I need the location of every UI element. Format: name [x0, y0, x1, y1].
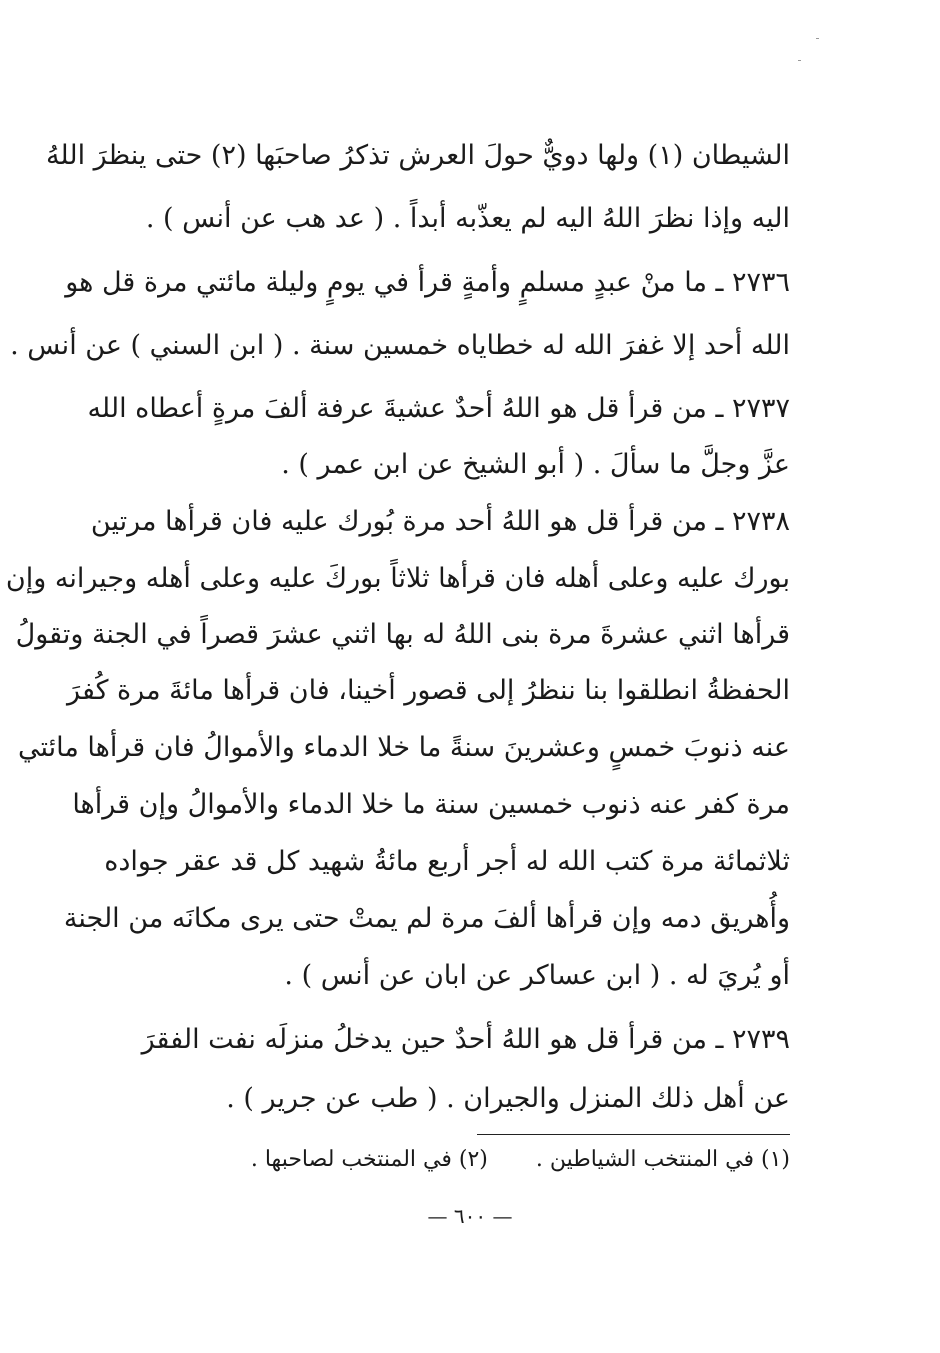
body-line: عزَّ وجلَّ ما سألَ . ( أبو الشيخ عن ابن عمر ) .: [281, 449, 790, 480]
footnote-1: (١) في المنتخب الشياطين .: [535, 1147, 790, 1172]
body-line: عن أهل ذلك المنزل والجيران . ( طب عن جرير ) .: [226, 1083, 790, 1114]
body-line: وأُهريق دمه وإن قرأها ألفَ مرة لم يمتْ حتى يرى مكانَه من الجنة: [63, 903, 790, 934]
body-line: ٢٧٣٩ ـ من قرأ قل هو اللهُ أحدٌ حين يدخلُ منزلَه نفت الفقرَ: [141, 1024, 790, 1055]
footnotes: [150, 1140, 790, 1180]
body-line: ثلاثمائة مرة كتب الله له أجر أربع مائةُ شهيد كل قد عقر جواده: [104, 846, 790, 877]
scan-speck: [798, 60, 801, 61]
body-line: ٢٧٣٨ ـ من قرأ قل هو اللهُ أحد مرة بُورك عليه فان قرأها مرتين: [90, 506, 790, 537]
scan-speck: [816, 38, 819, 39]
body-line: مرة كفر عنه ذنوب خمسين سنة ما خلا الدماء والأموالُ وإن قرأها: [72, 789, 790, 820]
footnote-divider: [477, 1134, 790, 1135]
page-number: — ٦٠٠ —: [427, 1204, 513, 1228]
footnote-2: (٢) في المنتخب لصاحبها .: [250, 1147, 488, 1172]
body-line: قرأها اثني عشرةَ مرة بنى اللهُ له بها اثني عشرَ قصراً في الجنة وتقولُ: [15, 619, 790, 650]
body-line: الله أحد إلا غفرَ الله له خطاياه خمسين سنة . ( ابن السني ) عن أنس .: [10, 330, 790, 361]
body-line: اليه وإذا نظرَ اللهُ اليه لم يعذّبه أبداً . ( عد هب عن أنس ) .: [145, 203, 790, 234]
body-line: ٢٧٣٧ ـ من قرأ قل هو اللهُ أحدٌ عشيةَ عرفة ألفَ مرةٍ أعطاه الله: [87, 393, 790, 424]
body-line: الشيطان (١) ولها دويٌّ حولَ العرش تذكرُ صاحبَها (٢) حتى ينظرَ اللهُ: [45, 140, 790, 171]
body-line: بورك عليه وعلى أهله فان قرأها ثلاثاً بوركَ عليه وعلى أهله وجيرانه وإن: [5, 563, 790, 594]
body-line: عنه ذنوبَ خمسٍ وعشرينَ سنةً ما خلا الدماء والأموالُ فان قرأها مائتي: [17, 732, 790, 763]
body-line: أو يُريَ له . ( ابن عساكر عن ابان عن أنس ) .: [284, 960, 790, 991]
body-line: ٢٧٣٦ ـ ما منْ عبدٍ مسلمٍ وأمةٍ قرأ في يومٍ وليلة مائتي مرة قل هو: [65, 267, 790, 298]
body-line: الحفظةُ انطلقوا بنا ننظرُ إلى قصور أخينا، فان قرأها مائةَ مرة كُفرَ: [67, 675, 790, 706]
